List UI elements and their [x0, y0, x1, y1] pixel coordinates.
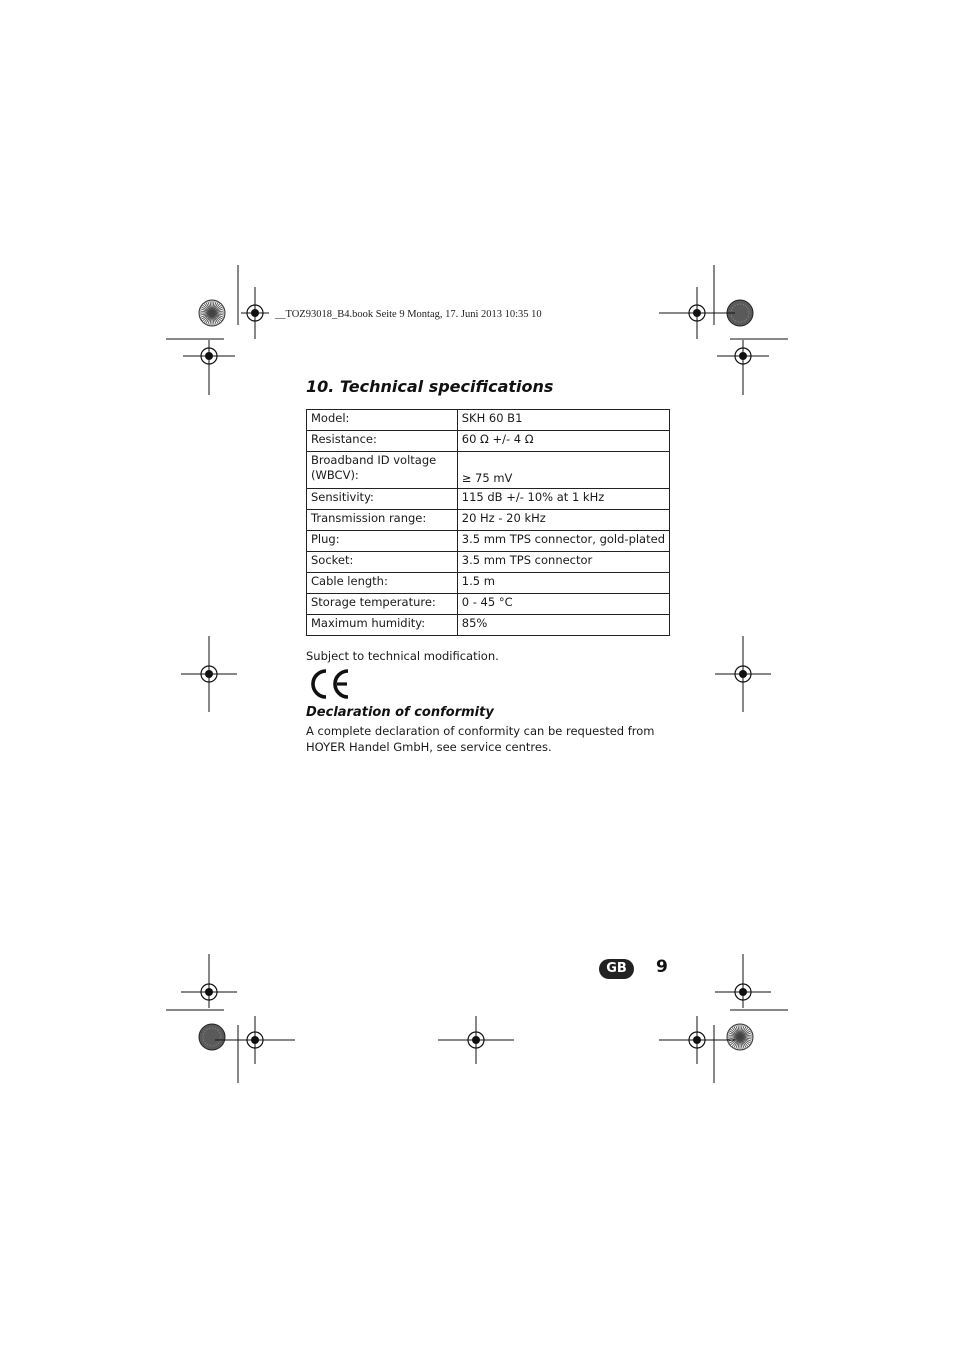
registration-dot: [205, 988, 213, 996]
registration-dot: [739, 988, 747, 996]
page-number: 9: [656, 957, 668, 977]
spec-value: 0 - 45 °C: [457, 594, 669, 615]
registration-dot: [205, 670, 213, 678]
spec-label: Cable length:: [307, 573, 458, 594]
table-row: [307, 573, 670, 594]
spec-value: 3.5 mm TPS connector: [457, 552, 669, 573]
modification-note: Subject to technical modification.: [306, 649, 499, 663]
registration-dot: [472, 1036, 480, 1044]
registration-dot: [205, 352, 213, 360]
table-row: [307, 452, 670, 489]
specifications-table: [306, 409, 670, 636]
table-row: [307, 410, 670, 431]
spec-value: 85%: [457, 615, 669, 636]
spec-label: Socket:: [307, 552, 458, 573]
registration-dot: [693, 1036, 701, 1044]
spec-value: 20 Hz - 20 kHz: [457, 510, 669, 531]
registration-dot: [693, 309, 701, 317]
table-row: [307, 510, 670, 531]
spec-value: ≥ 75 mV: [457, 452, 669, 489]
spec-label: Model:: [307, 410, 458, 431]
table-row: [307, 531, 670, 552]
ce-mark-icon: [306, 668, 352, 700]
spec-label: Transmission range:: [307, 510, 458, 531]
spec-value: 1.5 m: [457, 573, 669, 594]
table-row: [307, 594, 670, 615]
spec-value: 3.5 mm TPS connector, gold-plated: [457, 531, 669, 552]
spec-value: 115 dB +/- 10% at 1 kHz: [457, 489, 669, 510]
registration-dot: [739, 670, 747, 678]
registration-dot: [251, 1036, 259, 1044]
spec-label: Plug:: [307, 531, 458, 552]
table-row: [307, 615, 670, 636]
print-header-info: __TOZ93018_B4.book Seite 9 Montag, 17. Juni 2013 10:35 10: [275, 309, 542, 320]
declaration-text: A complete declaration of conformity can be requested from HOYER Handel GmbH, see service centres.: [306, 724, 655, 754]
table-row: [307, 489, 670, 510]
spec-value: SKH 60 B1: [457, 410, 669, 431]
spec-label: Broadband ID voltage (WBCV):: [307, 452, 458, 489]
section-title: 10. Technical specifications: [306, 377, 554, 396]
declaration-title: Declaration of conformity: [306, 705, 494, 720]
registration-dot: [739, 352, 747, 360]
spec-label: Maximum humidity:: [307, 615, 458, 636]
table-row: [307, 431, 670, 452]
spec-value: 60 Ω +/- 4 Ω: [457, 431, 669, 452]
table-row: [307, 552, 670, 573]
country-badge: GB: [599, 959, 634, 979]
spec-label: Resistance:: [307, 431, 458, 452]
registration-dot: [251, 309, 259, 317]
spec-label: Storage temperature:: [307, 594, 458, 615]
spec-label: Sensitivity:: [307, 489, 458, 510]
